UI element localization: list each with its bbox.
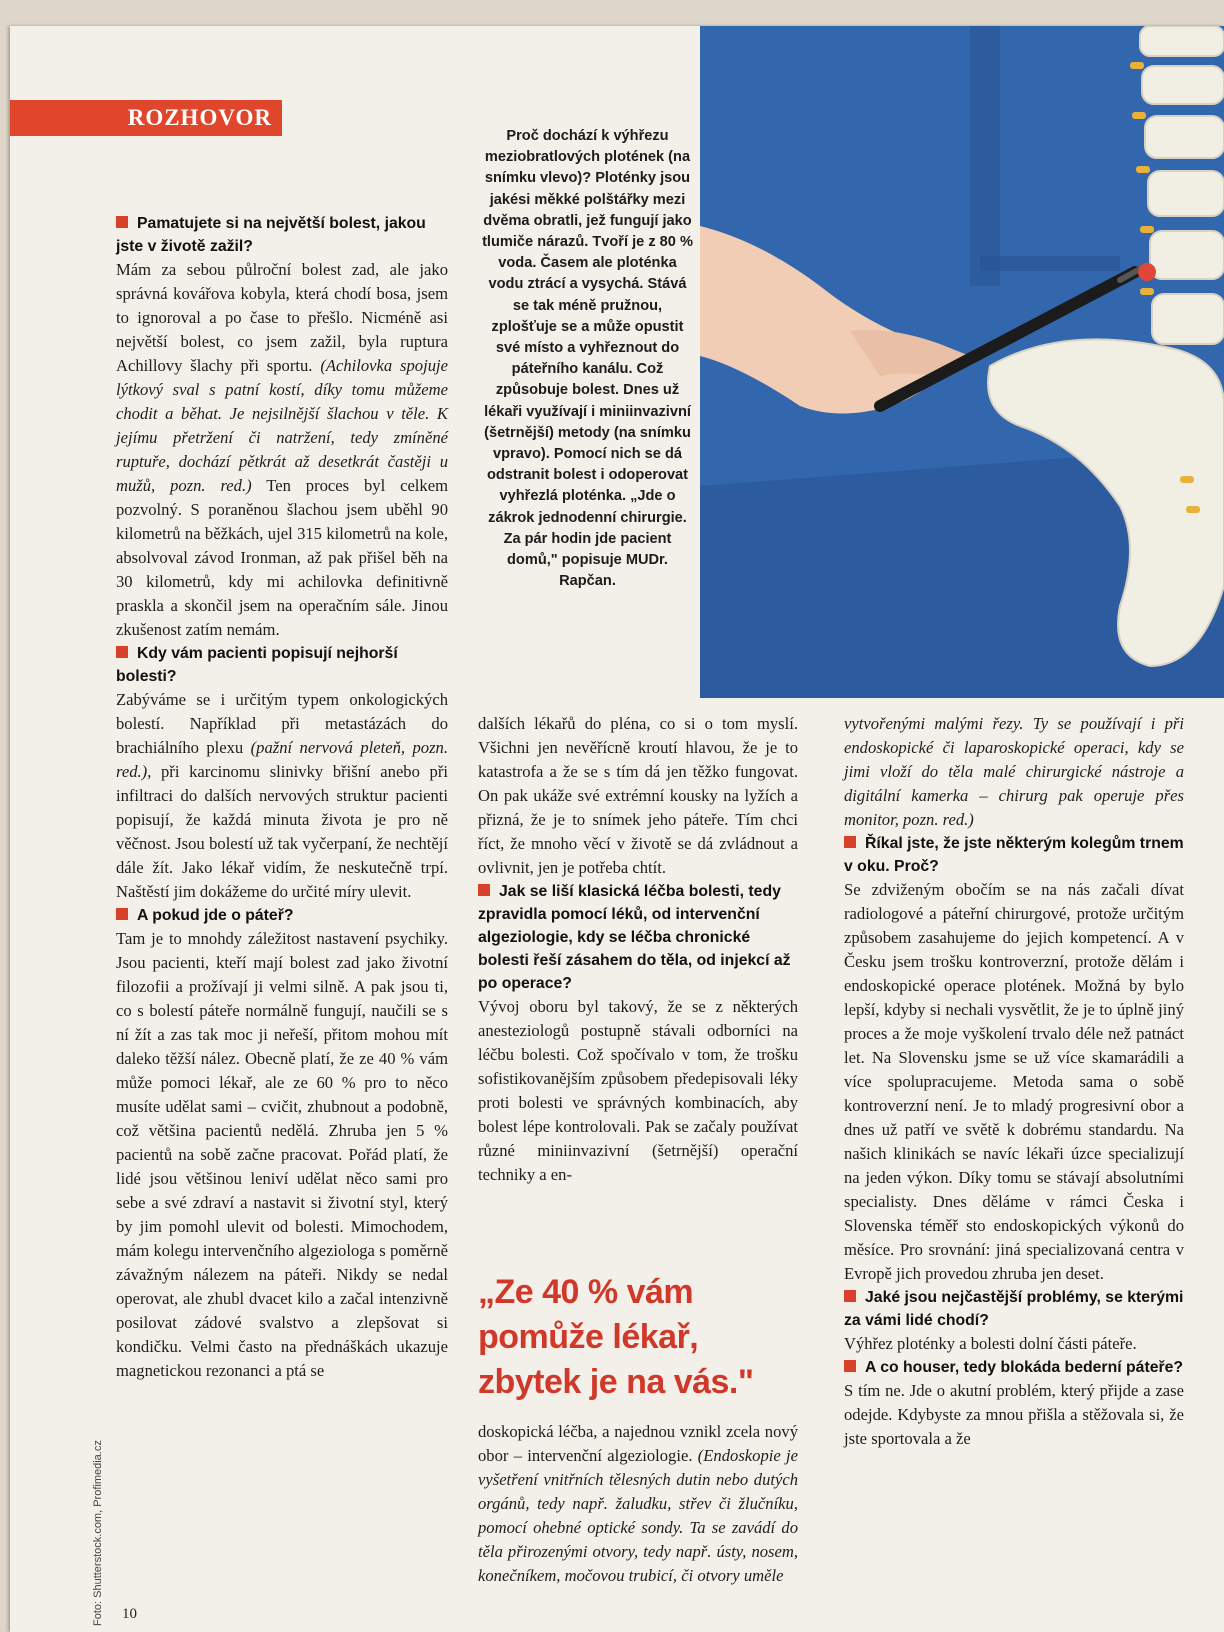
column-2-top (478, 712, 798, 1187)
column-3 (844, 712, 1184, 1451)
photo-illustration (700, 26, 1224, 698)
question-5: Říkal jste, že jste některým kolegům trnem v oku. Proč? (844, 835, 1184, 875)
question-2: Kdy vám pacienti popisují nejhorší bolesti? (116, 645, 398, 685)
answer-3: Tam je to mnohdy záležitost nastavení psychiky. Jsou pacienti, kteří mají bolest zad jako životní filozofii a prožívají ji velmi silně. A pak jsou ti, co s bolestí páteře normálně fungují, naučili se s ní žít a zas tak moc ji neřeší, přitom mohou mít daleko těžší nález. Obecně platí, že ze 40 % vám může pomoci lékař, ale ze 60 % pro to něco musíte udělat sami – cvičit, zhubnout a podobně, což většina pacientů nedělá. Zhruba jen 5 % pacientů na sobě začne pracovat. Pořád platí, že lidé jsou většinou leniví udělat něco sami pro sebe a své zdraví a nastavit si životní styl, který by jim pomohl ulevit od bolesti. Mimochodem, mám kolegu intervenčního algeziologa s poměrně závažným nálezem na páteři. Nikdy se nedal operovat, ale zhubl dvacet kilo a začal intenzivně posilovat zádové svalstvo a zlepšovat si kondičku. Velmi často na přednáškách ukazuje magnetickou rezonanci a ptá se (116, 929, 448, 1380)
bullet-square-icon (844, 1360, 856, 1372)
section-tag: ROZHOVOR (10, 100, 282, 136)
question-6: Jaké jsou nejčastější problémy, se kterými za vámi lidé chodí? (844, 1289, 1184, 1329)
question-4: Jak se liší klasická léčba bolesti, tedy zpravidla pomocí léků, od intervenční algeziologie, kdy se léčba chronické bolesti řeší zásahem do těla, od injekcí až po operace? (478, 883, 791, 992)
answer-7: S tím ne. Jde o akutní problém, který přijde a zase odejde. Kdybyste za mnou přišla a stěžovala si, že jste sportovala a že (844, 1381, 1184, 1448)
question-7: A co houser, tedy blokáda bederní páteře? (844, 1356, 1184, 1379)
answer-1: Mám za sebou půlroční bolest zad, ale jako správná kovářova kobyla, která chodí bosa, jsem to ignoroval a po čase to přešlo. Nicméně asi největší bolest, co jsem zažil, byla ruptura Achillovy šlachy při sportu. (Achilovka spojuje lýtkový sval s patní kostí, díky tomu můžeme chodit a běhat. Je nejsilnější šlachou v těle. K jejímu přetržení či natržení, tedy zmíněné ruptuře, dochází pětkrát až desetkrát častěji u mužů, pozn. red.) Ten proces byl celkem pozvolný. S poraněnou šlachou jsem uběhl 90 kilometrů na běžkách, ujel 315 kilometrů na kole, absolvoval závod Ironman, až pak přišel běh na 30 kilometrů, kdy mi achilovka definitivně praskla a skončil jsem na operačním sále. Jinou zkušenost zatím nemám. (116, 260, 448, 639)
column-1 (116, 212, 448, 1383)
herniated-disc-marker (1138, 263, 1156, 281)
answer-4-continued: doskopická léčba, a najednou vznikl zcela nový obor – intervenční algeziologie. (Endoskopie je vyšetření vnitřních tělesných dutin nebo dutých orgánů, tedy např. žaludku, střev či žlučníku, pomocí ohebné optické sondy. Ta se zavádí do těla přirozenými otvory, tedy např. ústy, nosem, konečníkem, močovou trubicí, či otvory uměle (478, 1422, 798, 1585)
bullet-square-icon (478, 884, 490, 896)
pull-quote: „Ze 40 % vám pomůže lékař, zbytek je na vás." (478, 1273, 754, 1401)
column-2-bottom (478, 1420, 798, 1588)
bullet-square-icon (116, 908, 128, 920)
magazine-page (10, 26, 1224, 1632)
spine-model-photo (700, 26, 1224, 698)
note-continued: vytvořenými malými řezy. Ty se používají i při endoskopické či laparoskopické operaci, kdy se jimi vloží do těla malé chirurgické nástroje a digitální kamerka – chirurg pak operuje přes monitor, pozn. red.) (844, 714, 1184, 829)
photo-caption: Proč dochází k výhřezu meziobratlových plotének (na snímku vlevo)? Ploténky jsou jakési měkké polštářky mezi dvěma obratli, jež fungují jako tlumiče nárazů. Tvoří je z 80 % voda. Časem ale ploténka vodu ztrácí a vysychá. Stává se tak méně pružnou, zplošťuje se a může opustit své místo a vyhřeznout do páteřního kanálu. Což způsobuje bolest. Dnes už lékaři využívají i miniinvazivní (šetrnější) metody (na snímku vpravo). Pomocí nich se dá odstranit bolest i odoperovat vyhřezlá ploténka. „Jde o zákrok jednodenní chirurgie. Za pár hodin jde pacient domů," popisuje MUDr. Rapčan. (482, 128, 693, 590)
answer-6: Výhřez ploténky a bolesti dolní části páteře. (844, 1334, 1137, 1353)
page-number: 10 (122, 1606, 137, 1622)
answer-2: Zabýváme se i určitým typem onkologických bolestí. Například při metastázách do brachiálního plexu (pažní nervová pleteň, pozn. red.), při karcinomu slinivky břišní anebo při infiltraci do dalších nervových struktur pacienti popisují, že každá minuta života je pro ně věčnost. Jsou bolestí už tak vyčerpaní, že nechtějí dále žít. Jako lékař vidím, že neskutečně trpí. Naštěstí jim dokážeme do určité míry ulevit. (116, 690, 448, 901)
bullet-square-icon (844, 1290, 856, 1302)
question-1: Pamatujete si na největší bolest, jakou jste v životě zažil? (116, 215, 426, 255)
photo-credit: Foto: Shutterstock.com, Profimedia.cz (92, 1440, 104, 1626)
question-3: A pokud jde o páteř? (116, 904, 448, 927)
answer-4: Vývoj oboru byl takový, že se z některých anesteziologů postupně stávali odborníci na léčbu bolesti. Což spočívalo v tom, že trošku sofistikovanějším způsobem předepisovali léky proti bolesti ve správných kombinacích, aby bolest lépe kontrolovali. Pak se začaly používat různé miniinvazivní (šetrnější) operační techniky a en- (478, 997, 798, 1184)
answer-5: Se zdviženým obočím se na nás začali dívat radiologové a páteřní chirurgové, protože určitým způsobem zasahujeme do jejich kompetencí. A v Česku jsem trošku kontroverzní, protože dělám i endoskopické operace plotének. Možná by bylo lepší, kdyby si nechali vysvětlit, že je to úplně jiný proces a že moje vyškolení trvalo déle než patnáct let. Na Slovensku jsme se už více skamarádili a více spolupracujeme. Metoda sama o sobě kontroverzní není. Je to mladý progresivní obor a dnes už patří ve světě k dobrému standardu. Na našich klinikách se navíc lékaři úzce specializují na jeden výkon. Díky tomu se stávají absolutními specialisty. Dnes děláme v rámci Česka i Slovenska téměř sto endoskopických výkonů do měsíce. Pro srovnání: jiná specializovaná centra v Evropě jich provedou zhruba jen deset. (844, 880, 1184, 1283)
bullet-square-icon (116, 646, 128, 658)
answer-continued: dalších lékařů do pléna, co si o tom myslí. Všichni jen nevěřícně kroutí hlavou, že je to katastrofa a že se s tím dá jen těžko fungovat. On pak ukáže své extrémní kousky na lyžích a přizná, že je to snímek jeho páteře. Tím chci říct, že mnoho věcí v životě se dá zvládnout a ovlivnit, jen je potřeba chtít. (478, 714, 798, 877)
bullet-square-icon (116, 216, 128, 228)
bullet-square-icon (844, 836, 856, 848)
